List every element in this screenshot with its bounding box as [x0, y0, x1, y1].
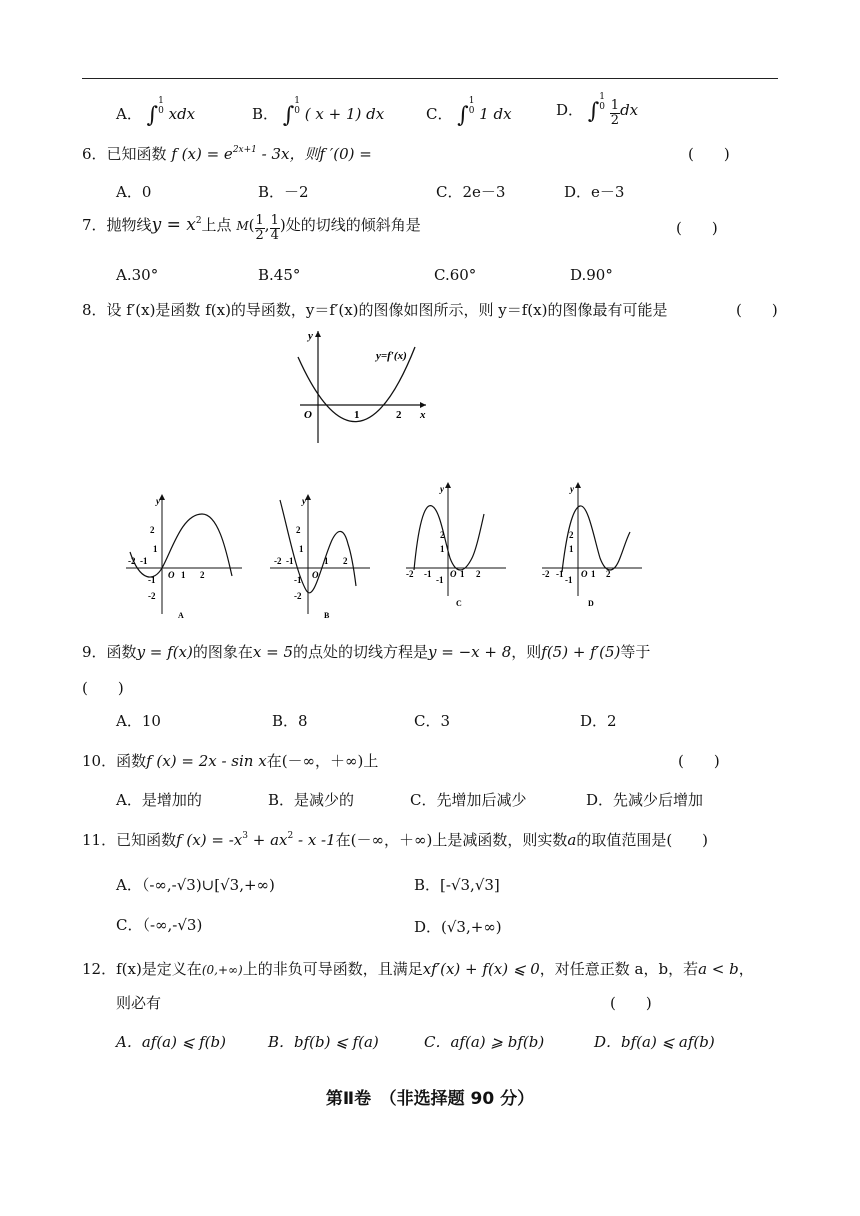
svg-text:-2: -2 — [148, 591, 156, 601]
option-graph-a[interactable] — [120, 490, 250, 625]
q5-option-c[interactable] — [426, 96, 512, 128]
section-title: 第Ⅱ卷 （非选择题 90 分） — [325, 1089, 535, 1109]
svg-text:1: 1 — [460, 569, 465, 579]
answer-paren: ( ) — [736, 301, 778, 319]
svg-text:1: 1 — [440, 544, 445, 554]
option-text: ( x + 1) dx — [304, 105, 385, 123]
q7-option-c[interactable]: C.60° — [434, 266, 477, 284]
answer-paren: ( ) — [688, 145, 730, 163]
svg-text:-2: -2 — [542, 569, 550, 579]
x-axis-arrow — [420, 402, 426, 408]
y-axis-arrow — [315, 331, 321, 337]
answer-paren: ( ) — [82, 679, 124, 697]
y-axis-label: y — [308, 330, 313, 342]
q10-option-b[interactable]: B．是减少的 — [268, 791, 355, 809]
q6-option-d[interactable]: D．e－3 — [564, 183, 625, 201]
svg-text:-1: -1 — [148, 575, 156, 585]
q12-option-d[interactable]: D．bf(a) ⩽ af(b) — [594, 1033, 715, 1051]
q12-stem: 12．f(x)是定义在(0,+∞)上的非负可导函数，且满足xf′(x) + f(x) ⩽ 0，对任意正数 a，b，若a < b， — [82, 960, 754, 978]
q6-option-a[interactable]: A．0 — [116, 183, 152, 201]
q9-option-b[interactable]: B．8 — [272, 712, 308, 730]
integral-limits: 1 0 — [599, 92, 606, 112]
svg-text:2: 2 — [440, 530, 445, 540]
svg-text:-1: -1 — [424, 569, 432, 579]
svg-text:2: 2 — [200, 570, 205, 580]
top-rule — [82, 78, 778, 79]
svg-text:2: 2 — [569, 530, 574, 540]
option-label: C． — [426, 105, 453, 123]
graph-label: B — [324, 611, 330, 620]
q10-option-a[interactable]: A．是增加的 — [116, 791, 202, 809]
origin-label: O — [304, 409, 312, 421]
svg-text:1: 1 — [569, 544, 574, 554]
integral-sign: ∫ — [457, 103, 469, 128]
svg-text:1: 1 — [299, 544, 304, 554]
q6-stem: 6．已知函数 f $(x) = e^{2x+1} - 3x$，则f ′(0) = — [82, 145, 372, 163]
svg-text:-2: -2 — [274, 556, 282, 566]
svg-text:-1: -1 — [565, 575, 573, 585]
q12-option-c[interactable]: C．af(a) ⩾ bf(b) — [424, 1033, 545, 1051]
answer-paren: ( ) — [610, 994, 652, 1012]
svg-text:O: O — [581, 569, 588, 579]
svg-text:-1: -1 — [286, 556, 294, 566]
curve-label: y=f′(x) — [376, 350, 407, 362]
fraction: $\frac{1}{2}$ — [610, 98, 620, 128]
option-label: A． — [116, 105, 142, 123]
q9-stem: 9．函数y = f(x)的图象在x = 5的点处的切线方程是y = −x + 8，则f(5) + f′(5)等于 — [82, 643, 651, 661]
q6-option-c[interactable]: C．2e－3 — [436, 183, 506, 201]
option-graph-b[interactable] — [266, 490, 376, 625]
option-graph-d[interactable] — [538, 478, 648, 613]
graph-label: A — [178, 611, 184, 620]
integral-limits: 1 0 — [294, 96, 301, 116]
tick-label: 1 — [354, 409, 360, 421]
q9-option-c[interactable]: C．3 — [414, 712, 451, 730]
q11-option-d[interactable]: D．(√3,+∞) — [414, 918, 502, 936]
answer-paren: ( ) — [676, 219, 718, 237]
integral-sign: ∫ — [282, 103, 295, 128]
x-axis-label: x — [420, 409, 426, 421]
svg-text:2: 2 — [476, 569, 481, 579]
q10-option-c[interactable]: C．先增加后减少 — [410, 791, 527, 809]
svg-text:-2: -2 — [406, 569, 414, 579]
svg-text:O: O — [168, 570, 175, 580]
svg-text:1: 1 — [324, 556, 329, 566]
svg-text:1: 1 — [591, 569, 596, 579]
q11-stem: 11．已知函数f $(x) = -x^3 + ax^2 - x$ -1在(－∞，＋∞)上是减函数，则实数a的取值范围是( ) — [82, 831, 709, 849]
q12-option-b[interactable]: B．bf(b) ⩽ f(a) — [268, 1033, 379, 1051]
q5-option-a[interactable] — [116, 96, 195, 128]
svg-text:2: 2 — [150, 525, 155, 535]
integral-sign: ∫ — [587, 99, 600, 124]
q5-option-d[interactable] — [556, 92, 638, 128]
option-label: D． — [556, 101, 584, 119]
q9-option-a[interactable]: A．10 — [116, 712, 161, 730]
svg-text:y: y — [570, 484, 574, 494]
q11-option-c[interactable]: C．（-∞,-√3) — [116, 916, 203, 934]
q8-stem: 8．设 f′(x)是函数 f(x)的导函数，y＝f′(x)的图像如图所示，则 y＝f(x)的图像最有可能是 — [82, 301, 668, 319]
q10-option-d[interactable]: D．先减少后增加 — [586, 791, 704, 809]
svg-text:2: 2 — [343, 556, 348, 566]
q7-stem: 7．抛物线$y = x^2$上点 M( $\frac{1}{2}$ , $\frac{1}{4}$ )处的切线的倾斜角是 — [82, 213, 421, 243]
svg-text:y: y — [440, 484, 444, 494]
q9-option-d[interactable]: D．2 — [580, 712, 617, 730]
q11-option-a[interactable]: A．（-∞,-√3)∪[√3,+∞) — [116, 876, 275, 894]
q12-stem-line2: 则必有 — [116, 994, 162, 1012]
svg-text:-2: -2 — [294, 591, 302, 601]
answer-paren: ( ) — [678, 752, 720, 770]
svg-text:-1: -1 — [436, 575, 444, 585]
integral-sign: ∫ — [146, 103, 159, 128]
graph-label: D — [588, 599, 594, 608]
q7-option-a[interactable]: A.30° — [116, 266, 159, 284]
svg-text:2: 2 — [296, 525, 301, 535]
svg-text:1: 1 — [153, 544, 158, 554]
svg-text:O: O — [312, 570, 319, 580]
q11-option-b[interactable]: B．[-√3,√3] — [414, 876, 500, 894]
q7-option-d[interactable]: D.90° — [570, 266, 613, 284]
integral-limits: 1 0 — [468, 96, 475, 116]
svg-text:y: y — [156, 496, 160, 506]
q7-option-b[interactable]: B.45° — [258, 266, 301, 284]
option-text: dx — [620, 101, 639, 119]
graph-label: C — [456, 599, 462, 608]
option-label: B． — [252, 105, 279, 123]
svg-text:1: 1 — [181, 570, 186, 580]
svg-text:-1: -1 — [294, 575, 302, 585]
derivative-graph — [286, 325, 436, 445]
svg-text:-1: -1 — [140, 556, 148, 566]
q6-option-b[interactable]: B．－2 — [258, 183, 309, 201]
option-text: 1 dx — [479, 105, 512, 123]
option-graph-c[interactable] — [402, 478, 512, 613]
tick-label: 2 — [396, 409, 402, 421]
svg-text:y: y — [302, 496, 306, 506]
svg-text:-1: -1 — [556, 569, 564, 579]
q12-option-a[interactable]: A．af(a) ⩽ f(b) — [116, 1033, 226, 1051]
curve — [414, 506, 484, 570]
integral-limits: 1 0 — [158, 96, 164, 116]
svg-text:-2: -2 — [128, 556, 136, 566]
q5-option-b[interactable] — [252, 96, 384, 128]
svg-text:2: 2 — [606, 569, 611, 579]
option-text: xdx — [168, 105, 196, 123]
svg-text:O: O — [450, 569, 457, 579]
q10-stem: 10．函数f (x) = 2x - sin x在(－∞，＋∞)上 — [82, 752, 379, 770]
